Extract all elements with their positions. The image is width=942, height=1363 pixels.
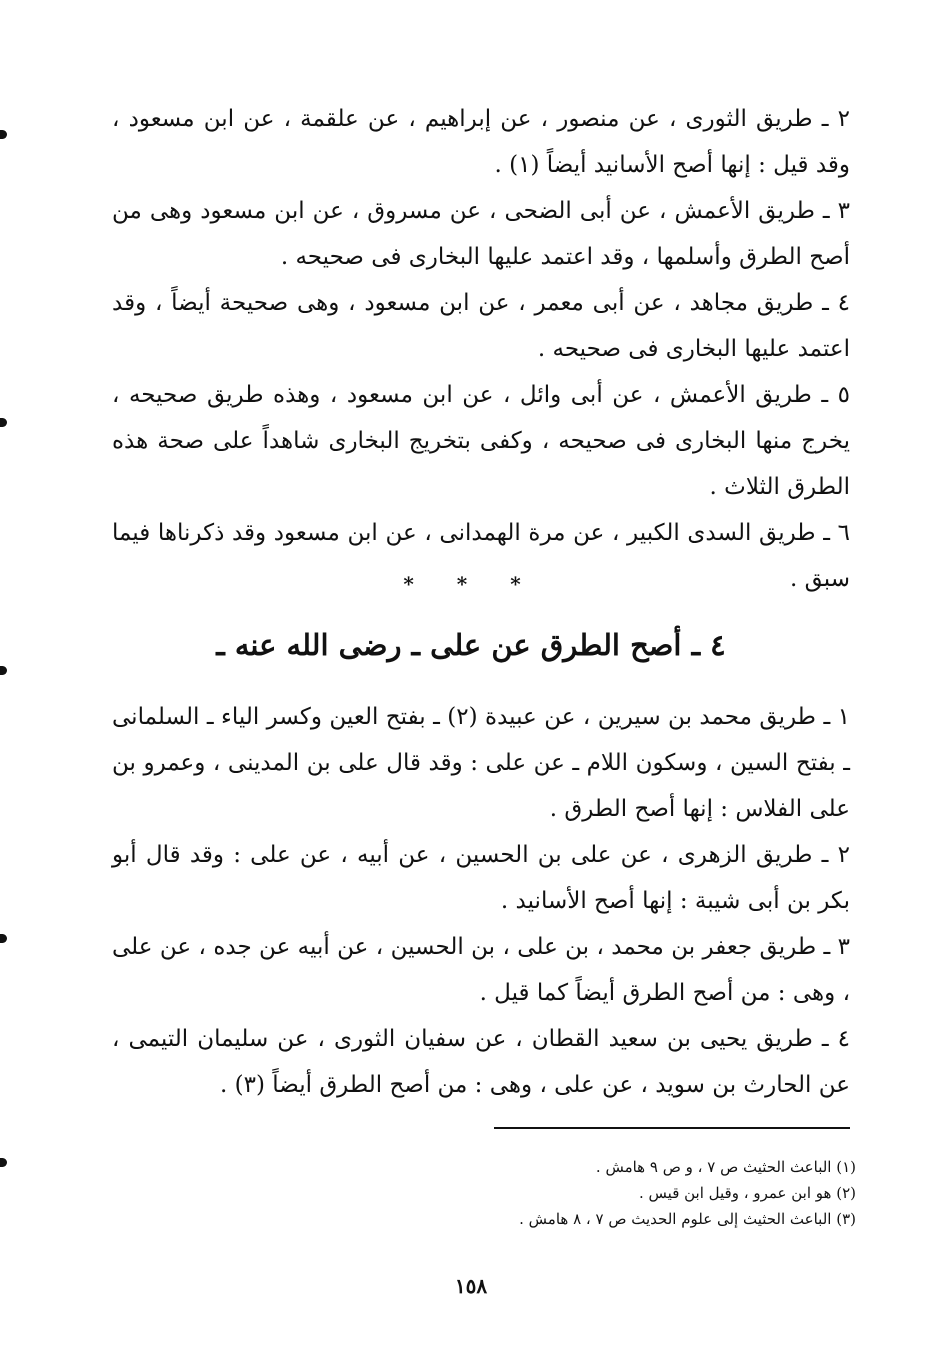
page-number: ١٥٨ — [454, 1274, 488, 1298]
edge-mark — [0, 1158, 7, 1167]
list-item: ١ ـ طريق محمد بن سيرين ، عن عبيدة (٢) ـ بفتح العين وكسر الياء ـ السلمانى ـ بفتح السين ، وسكون اللام ـ عن على : وقد قال على بن المدينى ، وعمرو بن على الفلاس : إنها أصح الطرق . — [112, 704, 850, 822]
list-item: ٢ ـ طريق الثورى ، عن منصور ، عن إبراهيم ، عن علقمة ، عن ابن مسعود ، وقد قيل : إنها أصح الأسانيد أيضاً (١) . — [112, 106, 850, 178]
footnote: (٢) هو ابن عمرو ، وقيل ابن قيس . — [639, 1184, 856, 1202]
list-item: ٢ ـ طريق الزهرى ، عن على بن الحسين ، عن أبيه ، عن على : وقد قال أبو بكر بن أبى شيبة : إنها أصح الأسانيد . — [112, 842, 850, 914]
list-item: ٣ ـ طريق جعفر بن محمد ، بن على ، بن الحسين ، عن أبيه عن جده ، عن على ، وهى : من أصح الطرق أيضاً كما قيل . — [112, 934, 850, 1006]
edge-mark — [0, 130, 7, 139]
list-item: ٤ ـ طريق يحيى بن سعيد القطان ، عن سفيان الثورى ، عن سليمان التيمى ، عن الحارث بن سويد ، عن على ، وهى : من أصح الطرق أيضاً (٣) . — [112, 1026, 850, 1098]
section-separator: * * * — [403, 572, 539, 596]
edge-mark — [0, 418, 7, 427]
list-item: ٥ ـ طريق الأعمش ، عن أبى وائل ، عن ابن مسعود ، وهذه طريق صحيحه ، يخرج منها البخارى فى صحيحه ، وكفى بتخريج البخارى شاهداً على صحة هذه الطرق الثلاث . — [112, 382, 850, 500]
footnotes — [300, 1154, 856, 1232]
footnote: (٣) الباعث الحثيث إلى علوم الحديث ص ٧ ، ٨ هامش . — [519, 1210, 856, 1228]
list-item: ٦ ـ طريق السدى الكبير ، عن مرة الهمدانى ، عن ابن مسعود وقد ذكرناها فيما سبق . — [112, 520, 851, 592]
list-item: ٣ ـ طريق الأعمش ، عن أبى الضحى ، عن مسروق ، عن ابن مسعود وهى من أصح الطرق وأسلمها ، وقد اعتمد عليها البخارى فى صحيحه . — [112, 198, 850, 270]
footnote: (١) الباعث الحثيث ص ٧ ، و ص ٩ هامش . — [595, 1158, 856, 1176]
section-b-list — [112, 694, 850, 1108]
edge-mark — [0, 934, 7, 943]
footnote-divider — [494, 1127, 850, 1129]
section-a-list — [112, 96, 850, 602]
section-heading: ٤ ـ أصح الطرق عن على ـ رضى الله عنه ـ — [216, 628, 726, 662]
list-item: ٤ ـ طريق مجاهد ، عن أبى معمر ، عن ابن مسعود ، وهى صحيحة أيضاً ، وقد اعتمد عليها البخارى فى صحيحه . — [112, 290, 850, 362]
